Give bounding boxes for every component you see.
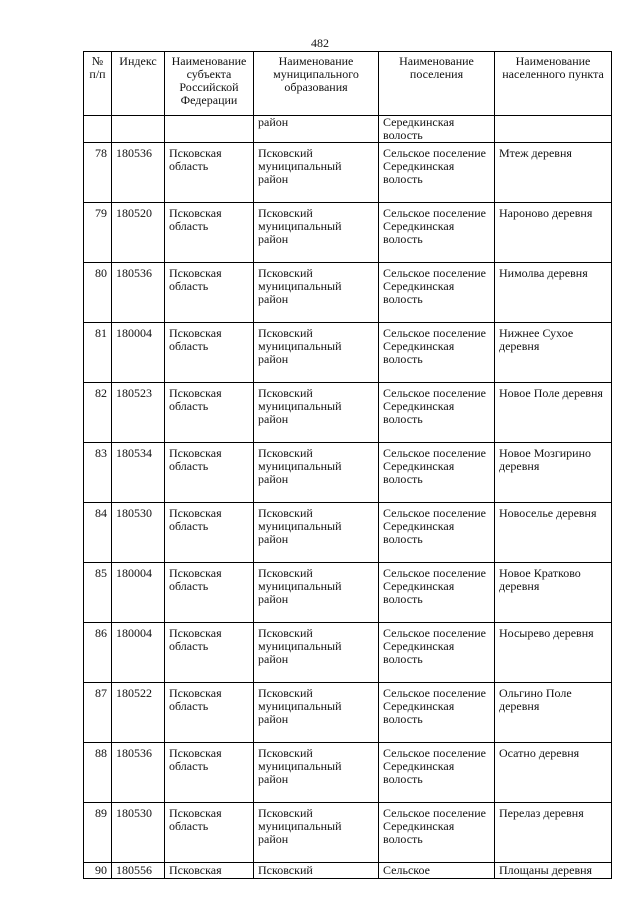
cell-subject: Псковская область: [165, 143, 254, 203]
header-municipality: Наименование муниципального образования: [254, 52, 379, 116]
cell-index: 180522: [112, 683, 165, 743]
cell-municipality: Псковский муниципальный район: [254, 203, 379, 263]
cell-locality: Осатно деревня: [495, 743, 612, 803]
table-row: [84, 203, 612, 263]
cell-subject: [165, 116, 254, 143]
cell-subject: Псковская область: [165, 503, 254, 563]
cell-num: 87: [84, 683, 112, 743]
cell-index: 180534: [112, 443, 165, 503]
cell-settlement: Сельское поселение Середкинская волость: [379, 263, 495, 323]
cell-subject: Псковская область: [165, 383, 254, 443]
cell-settlement: Сельское поселение Середкинская волость: [379, 623, 495, 683]
cell-settlement: Сельское поселение Середкинская волость: [379, 683, 495, 743]
cell-index: 180536: [112, 143, 165, 203]
cell-index: 180004: [112, 323, 165, 383]
cell-index: 180004: [112, 623, 165, 683]
cell-municipality: Псковский муниципальный район: [254, 563, 379, 623]
cell-index: 180536: [112, 743, 165, 803]
cell-municipality: Псковский муниципальный район: [254, 143, 379, 203]
cell-num: 89: [84, 803, 112, 863]
cell-num: 82: [84, 383, 112, 443]
cell-num: 78: [84, 143, 112, 203]
cell-municipality: Псковский муниципальный район: [254, 443, 379, 503]
table-row: [84, 323, 612, 383]
cell-num: 90: [84, 863, 112, 879]
cell-locality: [495, 116, 612, 143]
page-number: 482: [311, 36, 329, 50]
cell-locality: Нароново деревня: [495, 203, 612, 263]
cell-locality: Нижнее Сухое деревня: [495, 323, 612, 383]
header-index: Индекс: [112, 52, 165, 116]
cell-locality: Ольгино Поле деревня: [495, 683, 612, 743]
cell-locality: Площаны деревня: [495, 863, 612, 879]
cell-num: 79: [84, 203, 112, 263]
cell-settlement: Сельское: [379, 863, 495, 879]
cell-municipality: Псковский муниципальный район: [254, 623, 379, 683]
cell-num: 85: [84, 563, 112, 623]
cell-index: 180004: [112, 563, 165, 623]
localities-table: [83, 51, 612, 879]
cell-subject: Псковская область: [165, 443, 254, 503]
header-settlement: Наименование поселения: [379, 52, 495, 116]
cell-municipality: Псковский муниципальный район: [254, 503, 379, 563]
table-row: [84, 563, 612, 623]
table-header: [84, 52, 612, 116]
cell-locality: Носырево деревня: [495, 623, 612, 683]
cell-subject: Псковская область: [165, 263, 254, 323]
cell-num: 83: [84, 443, 112, 503]
cell-subject: Псковская область: [165, 563, 254, 623]
cell-subject: Псковская: [165, 863, 254, 879]
cell-locality: Новоселье деревня: [495, 503, 612, 563]
cell-num: 86: [84, 623, 112, 683]
cell-num: 80: [84, 263, 112, 323]
cell-municipality: Псковский муниципальный район: [254, 263, 379, 323]
cell-subject: Псковская область: [165, 743, 254, 803]
cell-municipality: Псковский муниципальный район: [254, 803, 379, 863]
cell-settlement: Сельское поселение Середкинская волость: [379, 803, 495, 863]
table-row: [84, 743, 612, 803]
cell-subject: Псковская область: [165, 803, 254, 863]
table-row: [84, 803, 612, 863]
cell-locality: Новое Мозгирино деревня: [495, 443, 612, 503]
table-row: [84, 263, 612, 323]
cell-index: 180530: [112, 803, 165, 863]
cell-settlement: Сельское поселение Середкинская волость: [379, 203, 495, 263]
cell-num: 88: [84, 743, 112, 803]
table-row-continuation: [84, 116, 612, 143]
cell-settlement: Сельское поселение Середкинская волость: [379, 563, 495, 623]
cell-locality: Мтеж деревня: [495, 143, 612, 203]
cell-index: [112, 116, 165, 143]
cell-locality: Нимолва деревня: [495, 263, 612, 323]
cell-settlement: Сельское поселение Середкинская волость: [379, 323, 495, 383]
cell-settlement: Сельское поселение Середкинская волость: [379, 443, 495, 503]
cell-settlement: Сельское поселение Середкинская волость: [379, 143, 495, 203]
cell-num: 84: [84, 503, 112, 563]
header-num: № п/п: [84, 52, 112, 116]
cell-municipality: Псковский муниципальный район: [254, 683, 379, 743]
cell-subject: Псковская область: [165, 203, 254, 263]
cell-municipality: Псковский муниципальный район: [254, 323, 379, 383]
table-row-truncated: [84, 863, 612, 879]
header-subject: Наименование субъекта Российской Федерации: [165, 52, 254, 116]
cell-subject: Псковская область: [165, 683, 254, 743]
table-row: [84, 623, 612, 683]
cell-municipality: район: [254, 116, 379, 143]
cell-settlement: Сельское поселение Середкинская волость: [379, 503, 495, 563]
cell-locality: Перелаз деревня: [495, 803, 612, 863]
cell-locality: Новое Поле деревня: [495, 383, 612, 443]
table-row: [84, 503, 612, 563]
cell-index: 180556: [112, 863, 165, 879]
cell-settlement: Сельское поселение Середкинская волость: [379, 383, 495, 443]
cell-index: 180523: [112, 383, 165, 443]
cell-num: [84, 116, 112, 143]
cell-subject: Псковская область: [165, 323, 254, 383]
cell-settlement: Середкинская волость: [379, 116, 495, 143]
cell-municipality: Псковский муниципальный район: [254, 383, 379, 443]
header-locality: Наименование населенного пункта: [495, 52, 612, 116]
table-row: [84, 383, 612, 443]
table-row: [84, 683, 612, 743]
cell-locality: Новое Кратково деревня: [495, 563, 612, 623]
cell-settlement: Сельское поселение Середкинская волость: [379, 743, 495, 803]
cell-index: 180530: [112, 503, 165, 563]
cell-subject: Псковская область: [165, 623, 254, 683]
table-row: [84, 143, 612, 203]
cell-index: 180520: [112, 203, 165, 263]
cell-municipality: Псковский: [254, 863, 379, 879]
table-row: [84, 443, 612, 503]
table-body: [84, 116, 612, 879]
cell-municipality: Псковский муниципальный район: [254, 743, 379, 803]
cell-index: 180536: [112, 263, 165, 323]
cell-num: 81: [84, 323, 112, 383]
